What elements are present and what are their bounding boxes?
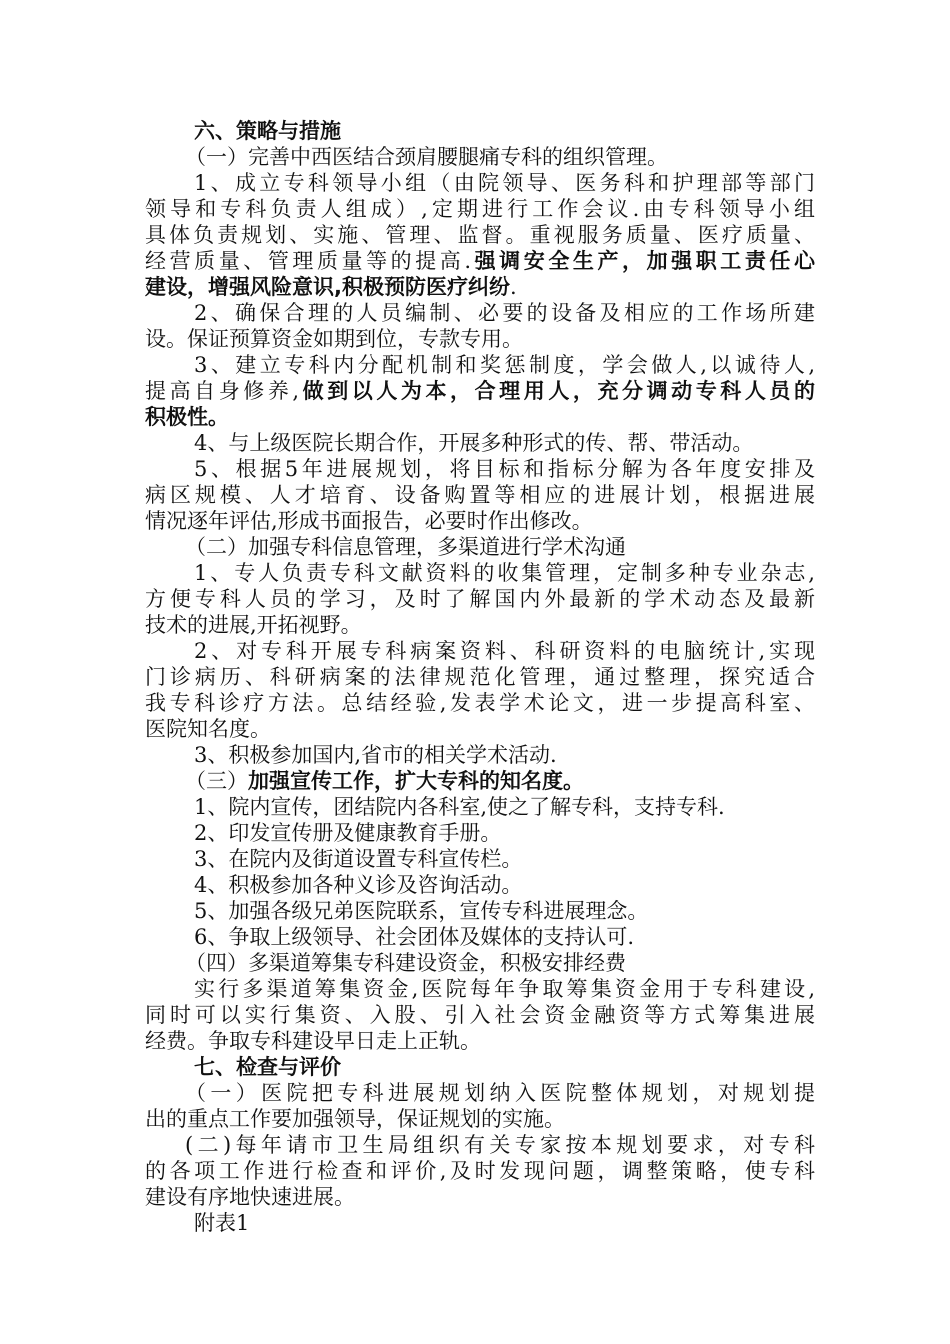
line-text: 1、院内宣传，团结院内各科室,使之了解专科，支持专科. [194, 795, 725, 819]
line-text: 出的重点工作要加强领导，保证规划的实施。 [145, 1107, 565, 1131]
text-line [145, 586, 815, 612]
line-text: 门诊病历、科研病案的法律规范化管理，通过整理，探究适合 [145, 665, 815, 689]
line-text: 建设有序地快速进展。 [145, 1185, 355, 1209]
text-line [145, 1028, 815, 1054]
line-text: 2、对专科开展专科病案资料、科研资料的电脑统计,实现 [194, 639, 815, 663]
line-text: 2、印发宣传册及健康教育手册。 [194, 821, 502, 845]
text-line [145, 248, 815, 274]
text-line [145, 1002, 815, 1028]
line-text: （四）多渠道筹集专科建设资金，积极安排经费 [185, 951, 626, 975]
line-text: 2、确保合理的人员编制、必要的设备及相应的工作场所建 [194, 301, 815, 325]
line-text: 5、加强各级兄弟医院联系，宣传专科进展理念。 [194, 899, 649, 923]
text-line [145, 664, 815, 690]
text-line [145, 508, 815, 534]
emphasis-text: 建设，增强风险意识,积极预防医疗纠纷 [145, 275, 510, 299]
line-text: 病区规模、人才培育、设备购置等相应的进展计划，根据进展 [145, 483, 815, 507]
line-text: 4、与上级医院长期合作，开展多种形式的传、帮、带活动。 [194, 431, 754, 455]
line-text: 经营质量、管理质量等的提高. [145, 249, 472, 273]
line-text: 5、根据5年进展规划，将目标和指标分解为各年度安排及 [194, 457, 815, 481]
text-line [145, 482, 815, 508]
line-text: （三） [185, 769, 248, 793]
text-line [145, 742, 815, 768]
text-line [145, 274, 815, 300]
line-text: 4、积极参加各种义诊及咨询活动。 [194, 873, 523, 897]
text-line [145, 456, 815, 482]
text-line [145, 976, 815, 1002]
line-text: 设。保证预算资金如期到位，专款专用。 [145, 327, 523, 351]
line-text: 实行多渠道筹集资金,医院每年争取筹集资金用于专科建设, [194, 977, 815, 1001]
text-line [145, 638, 815, 664]
text-line [145, 872, 815, 898]
line-text: 提高自身修养, [145, 379, 300, 403]
text-line [145, 1106, 815, 1132]
text-line [145, 612, 815, 638]
line-text: (二)每年请市卫生局组织有关专家按本规划要求，对专科 [185, 1133, 815, 1157]
line-text: （一）医院把专科进展规划纳入医院整体规划，对规划提 [185, 1081, 815, 1105]
line-text: 3、建立专科内分配机制和奖惩制度，学会做人,以诚待人, [194, 353, 815, 377]
section-heading [145, 1054, 815, 1080]
line-text: （一）完善中西医结合颈肩腰腿痛专科的组织管理。 [185, 145, 668, 169]
text-line [145, 1080, 815, 1106]
line-text: 方便专科人员的学习，及时了解国内外最新的学术动态及最新 [145, 587, 815, 611]
text-line [145, 1184, 815, 1210]
text-line [145, 196, 815, 222]
text-line [145, 768, 815, 794]
line-text: 七、检查与评价 [194, 1055, 341, 1079]
text-line [145, 1132, 815, 1158]
line-text: 附表1 [194, 1211, 250, 1235]
line-text: 的各项工作进行检查和评价,及时发现问题，调整策略，使专科 [145, 1159, 815, 1183]
text-line [145, 924, 815, 950]
emphasis-text: 强调安全生产，加强职工责任心 [471, 249, 815, 273]
line-text: 同时可以实行集资、入股、引入社会资金融资等方式筹集进展 [145, 1003, 815, 1027]
line-text: 情况逐年评估,形成书面报告，必要时作出修改。 [145, 509, 593, 533]
text-line [145, 404, 815, 430]
text-line [145, 378, 815, 404]
text-line [145, 144, 815, 170]
text-line [145, 170, 815, 196]
line-text: 1、专人负责专科文献资料的收集管理，定制多种专业杂志, [194, 561, 815, 585]
text-line [145, 560, 815, 586]
text-line [145, 352, 815, 378]
text-line [145, 820, 815, 846]
text-line [145, 950, 815, 976]
line-text: 六、策略与措施 [194, 119, 341, 143]
section-heading [145, 118, 815, 144]
line-text: 医院知名度。 [145, 717, 271, 741]
line-text: 技术的进展,开拓视野。 [145, 613, 362, 637]
text-line [145, 1158, 815, 1184]
line-text: 6、争取上级领导、社会团体及媒体的支持认可. [194, 925, 635, 949]
text-line [145, 898, 815, 924]
line-text: 我专科诊疗方法。总结经验,发表学术论文，进一步提高科室、 [145, 691, 815, 715]
line-text: 1、成立专科领导小组（由院领导、医务科和护理部等部门 [194, 171, 815, 195]
emphasis-text: 积极性。 [145, 405, 229, 429]
text-line [145, 794, 815, 820]
text-line [145, 534, 815, 560]
line-text: 经费。争取专科建设早日走上正轨。 [145, 1029, 481, 1053]
text-line [145, 1210, 815, 1236]
document-body [145, 118, 815, 1236]
text-line [145, 430, 815, 456]
line-text: 具体负责规划、实施、管理、监督。重视服务质量、医疗质量、 [145, 223, 815, 247]
line-text: 3、积极参加国内,省市的相关学术活动. [194, 743, 557, 767]
text-line [145, 846, 815, 872]
text-line [145, 222, 815, 248]
line-text: 3、在院内及街道设置专科宣传栏。 [194, 847, 523, 871]
emphasis-text: 做到以人为本，合理用人，充分调动专科人员的 [299, 379, 815, 403]
text-line [145, 690, 815, 716]
text-line [145, 300, 815, 326]
emphasis-text: 加强宣传工作，扩大专科的知名度。 [248, 769, 584, 793]
text-line [145, 326, 815, 352]
line-text: 领导和专科负责人组成）,定期进行工作会议.由专科领导小组 [145, 197, 815, 221]
line-text: （二）加强专科信息管理，多渠道进行学术沟通 [185, 535, 626, 559]
line-tail: . [509, 275, 517, 299]
text-line [145, 716, 815, 742]
